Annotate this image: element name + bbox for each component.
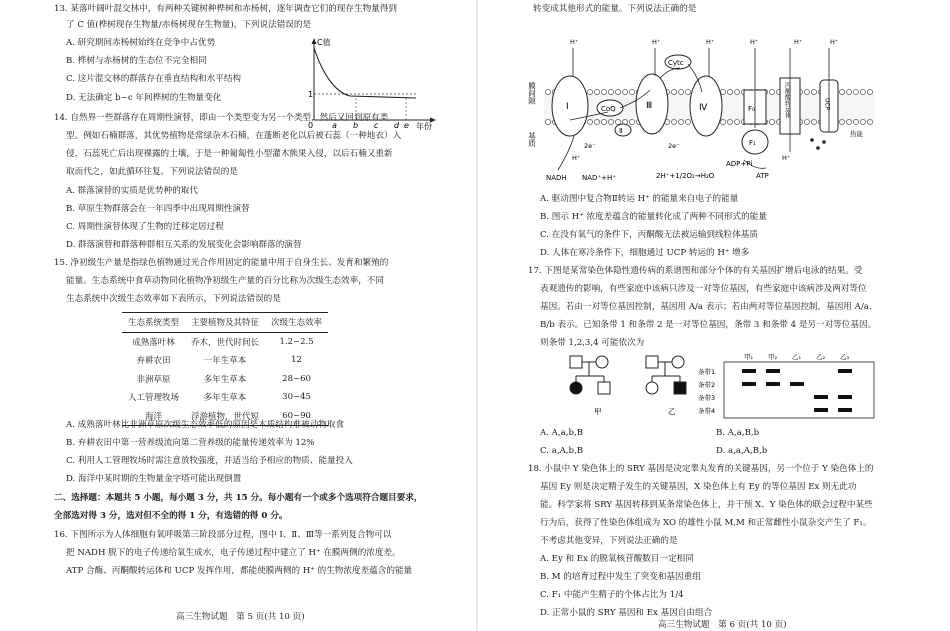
- chart-x-label: 年份: [416, 122, 432, 131]
- pedigree-female: [646, 382, 658, 394]
- phospholipid-head: [804, 89, 809, 94]
- q17-option-b[interactable]: B. A,a,B,b: [716, 428, 760, 438]
- gel-col-4: 乙₂: [816, 353, 826, 361]
- q17-stem-line2: 表观遗传的影响，有些家庭中该病只涉及一对等位基因，有些家庭中该病涉及两对等位: [540, 284, 867, 294]
- q16-stem-continued: 转变成其他形式的能量。下列说法正确的是: [533, 4, 697, 14]
- phospholipid-head: [811, 119, 816, 124]
- phospholipid-head: [671, 89, 676, 94]
- chart-tick-a: a: [332, 121, 337, 130]
- pedigree-family-a: [570, 356, 610, 394]
- pedigree-male: [598, 382, 610, 394]
- table-header-cell: 生态系统类型: [128, 318, 180, 329]
- table-cell: 弃耕农田: [136, 356, 171, 367]
- gel-band: [766, 382, 780, 386]
- phospholipid-head: [839, 119, 844, 124]
- q13-option-a[interactable]: A. 研究期间赤杨树始终在竞争中占优势: [66, 38, 216, 48]
- q15-option-a[interactable]: A. 成熟落叶林比非洲草原次级生态效率低的原因是木质结构难被动物取食: [66, 420, 345, 430]
- gel-band: [838, 395, 852, 399]
- cytc-label: Cytc: [668, 59, 684, 67]
- q17-pedigree-and-gel: [566, 352, 896, 424]
- q18-option-b[interactable]: B. M 的培育过程中发生了突变和基因重组: [540, 572, 701, 582]
- q17-stem-line1: 17. 下图是某常染色体隐性遗传病的系谱图和部分个体的有关基因扩增后电泳的结果。受: [528, 266, 863, 276]
- hplus-bottom-2: H⁺: [782, 154, 791, 162]
- table-cell: 乔木，世代时间长: [191, 337, 260, 348]
- phospholipid-head: [545, 89, 550, 94]
- q16-electron-transport-diagram: [527, 20, 890, 190]
- phospholipid-head: [545, 119, 550, 124]
- q18-stem-line5: 不考虑其他变异，下列说法正确的是: [540, 536, 678, 546]
- q18-stem-line2: 基因 Ey 则是决定精子发生的关键基因，X 染色体上有 Ey 的等位基因 Ex 则无此功: [540, 482, 857, 492]
- phospholipid-head: [594, 89, 599, 94]
- table-cell: 浮游植物，世代短: [191, 411, 260, 422]
- q18-option-d[interactable]: D. 正常小鼠的 SRY 基因和 Ex 基因自由组合: [540, 608, 713, 618]
- gel-col-3: 乙₁: [792, 353, 802, 361]
- phospholipid-head: [608, 119, 613, 124]
- label-matrix: 基质: [527, 132, 537, 147]
- table-cell: 60~90: [282, 410, 311, 421]
- gel-band: [742, 382, 756, 386]
- q14-option-d[interactable]: D. 群落演替和群落种群相互关系的发展变化会影响群落的演替: [66, 240, 302, 250]
- chart-reference-label: 1: [308, 90, 314, 99]
- phospholipid-head: [734, 89, 739, 94]
- phospholipid-head: [685, 89, 690, 94]
- phospholipid-head: [867, 89, 872, 94]
- table-header-row: [122, 313, 328, 333]
- q17-option-d[interactable]: D. a,a,A,B,b: [716, 446, 768, 456]
- phospholipid-head: [629, 89, 634, 94]
- q13-stem-line2: 了 C 值(桦树现存生物量/赤杨树现存生物量)，下列说法错误的是: [66, 20, 312, 30]
- q17-option-c[interactable]: C. a,A,b,B: [540, 446, 584, 456]
- hplus-bottom-1: H⁺: [572, 154, 581, 162]
- page-footer-left: 高三生物试题 第 5 页(共 10 页): [176, 612, 305, 622]
- table-cell: 12: [291, 355, 302, 366]
- hplus-top-5: H⁺: [794, 38, 803, 46]
- family-b-label: 乙: [668, 407, 676, 416]
- q17-option-a[interactable]: A. A,a,b,B: [540, 428, 584, 438]
- hplus-top-4: H⁺: [750, 38, 759, 46]
- table-cell: 多年生草本: [203, 374, 247, 385]
- gel-row-3: 条带3: [698, 394, 716, 402]
- phospholipid-head: [727, 119, 732, 124]
- gel-band: [814, 408, 828, 412]
- phospholipid-head: [804, 119, 809, 124]
- phospholipid-head: [622, 89, 627, 94]
- phospholipid-head: [734, 119, 739, 124]
- table-cell: 30~45: [282, 392, 311, 403]
- q17-stem-line3: 基因。若由一对等位基因控制，基因用 A/a 表示；若由两对等位基因控制，基因用 A/a、: [540, 302, 878, 312]
- chart-y-arrow: [312, 38, 317, 44]
- phospholipid-head: [769, 89, 774, 94]
- q14-option-c[interactable]: C. 周期性演替体现了生物的迁移定居过程: [66, 222, 224, 232]
- q14-stem-line1: 14. 自然界一些群落存在周期性演替，即由一个类型变为另一个类型，然后又回到原有类: [54, 113, 389, 123]
- atp-label: ATP: [756, 172, 769, 180]
- table-cell: 成熟落叶林: [132, 337, 175, 348]
- table-cell: 海洋: [145, 411, 163, 422]
- phospholipid-head: [839, 89, 844, 94]
- gel-col-2: 甲₂: [768, 353, 778, 361]
- nadh-arrow: [558, 136, 574, 170]
- q16-option-c[interactable]: C. 在没有氧气的条件下，丙酮酸无法被运输到线粒体基质: [540, 230, 758, 240]
- q14-stem-line3: 侵，石蕊死亡后出现裸露的土壤，于是一种匍匐性小型灌木熊果入侵，以后石楠又重新: [66, 149, 393, 159]
- gel-band: [814, 395, 828, 399]
- q16-stem-line3: ATP 合酶、丙酮酸转运体和 UCP 发挥作用，都能使膜两侧的 H⁺ 的生物浓度差蕴含的能量: [66, 566, 413, 576]
- table-header-cell: 次级生态效率: [271, 318, 323, 329]
- table-cell: 一年生草本: [203, 356, 247, 367]
- phospholipid-head: [615, 119, 620, 124]
- q18-option-a[interactable]: A. Ey 和 Ex 的脱氧核苷酸数目一定相同: [540, 554, 694, 564]
- q13-option-d[interactable]: D. 无法确定 b~c 年间桦树的生物量变化: [66, 93, 222, 103]
- q15-option-c[interactable]: C. 利用人工管理牧场时需注意放牧强度，并适当给予相应的物质、能量投入: [66, 456, 353, 466]
- hplus-top-2: H⁺: [652, 38, 661, 46]
- phospholipid-head: [853, 119, 858, 124]
- pedigree-male: [570, 356, 582, 368]
- nadh-label: NADH: [546, 174, 567, 182]
- pedigree-family-b: [646, 356, 686, 394]
- family-a-label: 甲: [594, 407, 602, 416]
- pedigree-female: [672, 356, 684, 368]
- gel-row-4: 条带4: [698, 407, 716, 415]
- water-formation-label: 2H⁺+1/2O₂→H₂O: [656, 172, 715, 180]
- gel-band: [838, 369, 852, 373]
- q15-efficiency-table: [122, 312, 328, 426]
- phospholipid-head: [678, 119, 683, 124]
- phospholipid-head: [587, 89, 592, 94]
- table-cell: 1.2~2.5: [279, 336, 314, 347]
- phospholipid-head: [860, 119, 865, 124]
- section-heading-line1: 二、选择题：本题共 5 小题，每小题 3 分，共 15 分。每小题有一个或多个选项符合题目要求，: [54, 493, 423, 503]
- page-footer-right: 高三生物试题 第 6 页(共 10 页): [658, 620, 787, 630]
- gel-col-5: 乙₃: [840, 353, 850, 361]
- phospholipid-head: [867, 119, 872, 124]
- q14-stem-line2: 型。例如石楠群落，其优势植物是常绿杂木石楠，在蓬断老化以后被石蕊（一种地衣）入: [66, 131, 402, 141]
- gel-band: [766, 369, 780, 373]
- complex-2-label: Ⅱ: [619, 127, 623, 135]
- hplus-top-3: H⁺: [706, 38, 715, 46]
- phospholipid-head: [629, 119, 634, 124]
- q16-option-b[interactable]: B. 图示 H⁺ 浓度差蕴含的能量转化成了两种不同形式的能量: [540, 212, 767, 222]
- pedigree-affected-female: [570, 382, 582, 394]
- electrons-1: 2e⁻: [584, 142, 596, 150]
- atp-synthase-f1-label: F₁: [749, 139, 756, 147]
- q14-option-b[interactable]: B. 草原生物群落会在一年四季中出现周期性演替: [66, 204, 250, 214]
- q15-stem-line1: 15. 净初级生产量是指绿色植物通过光合作用固定的能量中用于自身生长、发育和繁殖的: [54, 258, 389, 268]
- q18-stem-line1: 18. 小鼠中 Y 染色体上的 SRY 基因是决定睾丸发育的关键基因，另一个位于 Y 染色体上的: [528, 464, 874, 474]
- pedigree-affected-male: [674, 382, 686, 394]
- table-header-cell: 主要植物及其特征: [191, 318, 260, 329]
- chart-c-curve: [314, 48, 416, 98]
- atp-synthase-f0-label: F₀: [748, 105, 755, 113]
- table-row: [122, 351, 328, 370]
- chart-tick-d: d: [394, 121, 400, 130]
- exam-page-6: [478, 0, 950, 631]
- phospholipid-head: [601, 119, 606, 124]
- table-row: [122, 332, 328, 351]
- adp-label: ADP+Pi: [726, 160, 753, 168]
- table-cell: 人工管理牧场: [128, 393, 180, 404]
- q15-option-d[interactable]: D. 海洋中某时期的生物量金字塔可能出现倒置: [66, 474, 242, 484]
- phospholipid-head: [678, 89, 683, 94]
- phospholipid-head: [853, 89, 858, 94]
- electrons-2: 2e⁻: [668, 142, 680, 150]
- ucp-label: UCP: [823, 98, 831, 111]
- phospholipid-head: [846, 119, 851, 124]
- chart-origin-label: 0: [308, 121, 314, 130]
- complex-4-label: Ⅳ: [699, 103, 708, 113]
- phospholipid-head: [811, 89, 816, 94]
- table-cell: 非洲草原: [136, 374, 171, 385]
- complex-2-shape: [615, 124, 631, 136]
- phospholipid-head: [594, 119, 599, 124]
- q14-option-a[interactable]: A. 群落演替的实质是优势种的取代: [66, 186, 198, 196]
- q13-stem-line1: 13. 某落叶阔叶混交林中，有两种关键树种桦树和赤杨树，逐年调查它们的现存生物量得到: [54, 4, 397, 14]
- q17-stem-line4: B/b 表示。已知条带 1 和条带 2 是一对等位基因，条带 3 和条带 4 是另一对等位基因。: [540, 320, 877, 330]
- pyruvate-dots: [810, 138, 826, 150]
- chart-tick-e: e: [404, 121, 409, 130]
- gel-col-1: 甲₁: [744, 353, 754, 361]
- phospholipid-head: [727, 89, 732, 94]
- phospholipid-head: [860, 89, 865, 94]
- section-heading-line2: 全部选对得 3 分，选对但不全的得 1 分，有选错的得 0 分。: [54, 511, 288, 521]
- table-cell: 28~60: [282, 373, 311, 384]
- q16-option-d[interactable]: D. 人体在寒冷条件下，细胞通过 UCP 转运的 H⁺ 增多: [540, 248, 750, 258]
- phospholipid-head: [671, 119, 676, 124]
- phospholipid-head: [615, 89, 620, 94]
- q16-stem-line1: 16. 下图所示为人体细胞有氧呼吸第三阶段部分过程，图中 Ⅰ、Ⅱ、Ⅲ等一系列复合物可以: [54, 530, 392, 540]
- q18-option-c[interactable]: C. F₁ 中能产生精子的个体占比为 1/4: [540, 590, 684, 600]
- gel-row-1: 条带1: [698, 368, 716, 376]
- pedigree-female: [596, 356, 608, 368]
- gel-band: [742, 369, 756, 373]
- phospholipid-head: [846, 89, 851, 94]
- pedigree-male: [646, 356, 658, 368]
- q15-option-b[interactable]: B. 弃耕农田中第一营养级流向第二营养级的能量传递效率为 12%: [66, 438, 315, 448]
- heat-label: 热能: [850, 130, 863, 138]
- q18-stem-line3: 能。科学家将 SRY 基因转移到某条常染色体上，并干预 X、Y 染色体的联会过程中某些: [540, 500, 873, 510]
- phospholipid-head: [601, 89, 606, 94]
- coq-label: CoQ: [601, 105, 616, 113]
- gel-row-2: 条带2: [698, 381, 716, 389]
- q15-stem-line3: 生态系统中次级生态效率如下表所示，下列说法错误的是: [66, 294, 281, 304]
- nad-label: NAD⁺+H⁺: [582, 174, 616, 182]
- table-row: [122, 388, 328, 407]
- complex-3-label: Ⅲ: [646, 101, 653, 111]
- phospholipid-head: [720, 119, 725, 124]
- phospholipid-head: [608, 89, 613, 94]
- q16-stem-line2: 把 NADH 脱下的电子传递给氧生成水，电子传递过程中建立了 H⁺ 在膜两侧的浓度差。: [66, 548, 401, 558]
- gel-band: [790, 382, 804, 386]
- q17-stem-line5: 则条带 1,2,3,4 可能依次为: [540, 338, 645, 348]
- chart-tick-c: c: [374, 121, 379, 130]
- table-cell: 多年生草本: [203, 393, 247, 404]
- q14-stem-line4: 取而代之，如此循环往复。下列说法错误的是: [66, 167, 238, 177]
- q13-option-c[interactable]: C. 这片混交林的群落存在垂直结构和水平结构: [66, 74, 242, 84]
- q18-stem-line4: 行为后，获得了性染色体组成为 XO 的雄性小鼠 M,M 和正常雌性小鼠杂交产生了 F₁。: [540, 518, 872, 528]
- phospholipid-head: [685, 119, 690, 124]
- hplus-top-1: H⁺: [570, 38, 579, 46]
- gel-band: [838, 408, 852, 412]
- hplus-top-6: H⁺: [830, 38, 839, 46]
- q13-option-b[interactable]: B. 桦树与赤杨树的生态位不完全相同: [66, 56, 207, 66]
- q16-option-a[interactable]: A. 驱动图中复合物Ⅱ转运 H⁺ 的能量来自电子的能量: [540, 194, 739, 204]
- phospholipid-head: [587, 119, 592, 124]
- complex-1-shape: [552, 76, 588, 136]
- complex-1-label: Ⅰ: [566, 102, 569, 112]
- q15-stem-line2: 能量。生态系统中食草动物同化植物净初级生产量的百分比称为次级生态效率，不同: [66, 276, 384, 286]
- phospholipid-head: [769, 119, 774, 124]
- chart-tick-b: b: [353, 121, 359, 130]
- chart-y-label: C值: [317, 38, 331, 47]
- pyruvate-transporter-label: 丙酮酸转运体: [783, 82, 791, 118]
- table-row: [122, 370, 328, 389]
- label-intermembrane-space: 膜间隙: [527, 82, 537, 105]
